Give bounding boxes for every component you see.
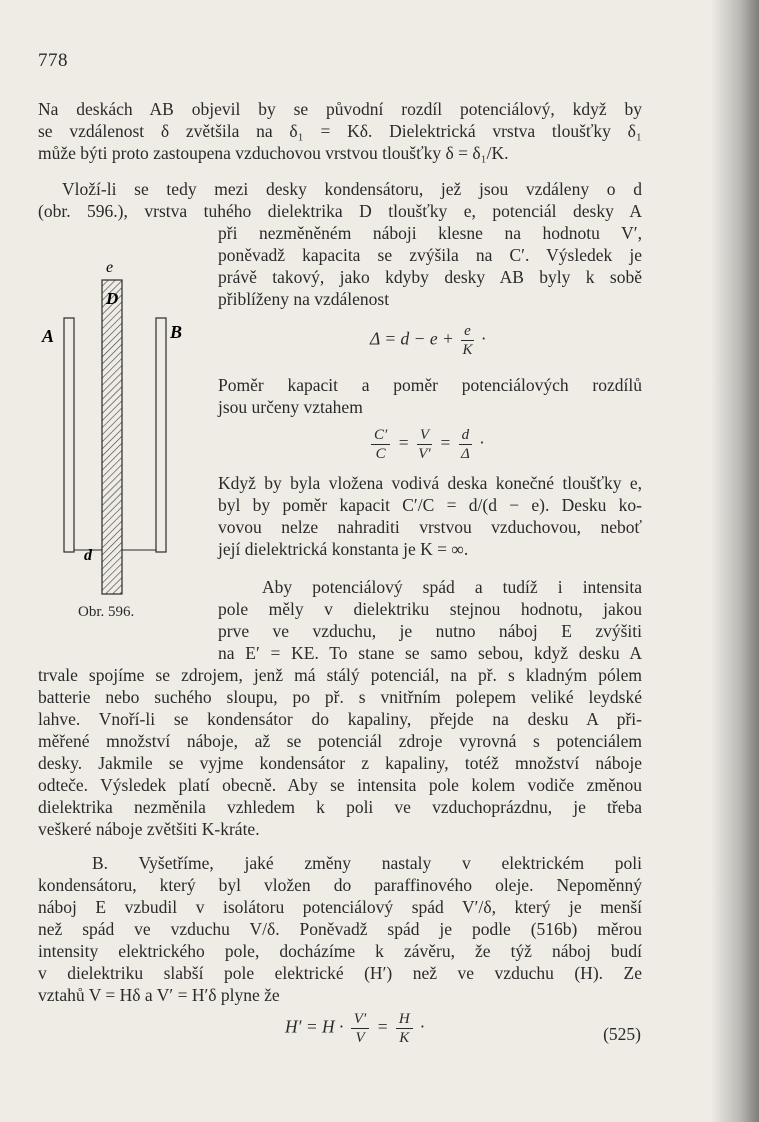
equation-number: (525)	[603, 1024, 641, 1044]
eq-part: ·	[481, 328, 486, 349]
label-D: D	[106, 289, 119, 308]
text-line: Aby potenciálový spád a tudíž i intensita	[262, 577, 642, 597]
text-line: může býti proto zastoupena vzduchovou vrstvou tloušťky δ = δ₁/K.	[38, 143, 509, 163]
numerator: V	[417, 426, 432, 445]
label-A: A	[42, 326, 55, 346]
text-line: na E′ = KE. To stane se samo sebou, když desku A	[218, 643, 642, 663]
text-line: batterie nebo suchého sloupu, po př. s vnitřním polepem veliké leydské	[38, 687, 642, 707]
fraction	[396, 1010, 413, 1047]
text-line: jsou určeny vztahem	[218, 397, 363, 417]
eq-part: =	[397, 432, 410, 453]
numerator: V′	[351, 1010, 369, 1029]
numerator: C′	[371, 426, 390, 445]
text-line: vztahů V = Hδ a V′ = H′δ plyne že	[38, 985, 280, 1005]
plate-b	[156, 318, 166, 552]
label-B: B	[170, 322, 183, 342]
text-line: veškeré náboje zvětšiti K-kráte.	[38, 819, 260, 839]
text-line: desky. Jakmile se vyjme kondensátor z kapaliny, totéž množství náboje	[38, 753, 642, 773]
text-line: byl by poměr kapacit C′/C = d/(d − e). Desku ko-	[218, 495, 642, 515]
denominator: V′	[418, 446, 431, 462]
text-line: při nezměněném náboji klesne na hodnotu V′,	[218, 223, 642, 243]
equation-525	[285, 1010, 424, 1047]
eq-part: ·	[420, 1016, 425, 1037]
denominator: K	[462, 342, 473, 358]
text-line: (obr. 596.), vrstva tuhého dielektrika D tloušťky e, potenciál desky A	[38, 201, 642, 221]
text-line: trvale spojíme se zdrojem, jenž má stálý potenciál, na př. s kladným pólem	[38, 665, 642, 685]
text-line: dielektrika nezměnila vzhledem k poli ve vzduchoprázdnu, je třeba	[38, 797, 642, 817]
text-line: Na deskách AB objevil by se původní rozdíl potenciálový, když by	[38, 99, 642, 119]
numerator: d	[459, 426, 473, 445]
text-line: než spád ve vzduchu V/δ. Poněvadž spád je podle (516b) měrou	[38, 919, 642, 939]
fraction	[461, 322, 474, 359]
text-line: právě takový, jako kdyby desky AB byly k sobě	[218, 267, 642, 287]
equation-ratio	[368, 426, 484, 463]
denominator: C	[375, 446, 386, 462]
text-line: B. Vyšetříme, jaké změny nastaly v elektrickém poli	[92, 853, 642, 873]
text-line: prve ve vzduchu, je nutno náboj E zvýšiti	[218, 621, 642, 641]
page-number: 778	[38, 50, 68, 71]
text-line: v dielektriku slabší pole elektrické (H′) než ve vzduchu (H). Ze	[38, 963, 642, 983]
text-line: poněvadž kapacita se zvýšila na C′. Výsledek je	[218, 245, 642, 265]
text-line: Když by byla vložena vodivá deska konečné tloušťky e,	[218, 473, 642, 493]
label-e: e	[106, 259, 114, 276]
fraction	[459, 426, 473, 463]
figure-596	[38, 258, 213, 618]
text-line: Vloží-li se tedy mezi desky kondensátoru, jež jsou vzdáleny o d	[62, 179, 642, 199]
figure-caption: Obr. 596.	[78, 604, 135, 620]
eq-part: =	[376, 1016, 389, 1037]
label-d: d	[84, 547, 92, 564]
plate-a	[64, 318, 74, 552]
text-line: přiblíženy na vzdálenost	[218, 289, 390, 309]
text-line: vovou nelze nahraditi vrstvou vzduchovou, neboť	[218, 517, 642, 537]
fraction	[351, 1010, 369, 1047]
eq-part: =	[439, 432, 452, 453]
equation-delta	[370, 322, 486, 359]
eq-part: ·	[479, 432, 484, 453]
denominator: K	[399, 1030, 410, 1046]
eq-part: Δ = d − e +	[370, 328, 454, 349]
text-line: náboj E vzbudil v isolátoru potenciálový spád V′/δ, který je menší	[38, 897, 642, 917]
dielectric-d	[102, 280, 122, 594]
text-line: lahve. Vnoří-li se kondensátor do kapaliny, přejde na desku A při-	[38, 709, 642, 729]
text-line: intensity elektrického pole, docházíme k závěru, že týž náboj budí	[38, 941, 642, 961]
page-edge-shadow	[711, 0, 759, 1122]
text-line: měřené množství náboje, až se potenciál zdroje vyrovná s potenciálem	[38, 731, 642, 751]
text-line: její dielektrická konstanta je K = ∞.	[218, 539, 469, 559]
text-line: se vzdálenost δ zvětšila na δ₁ = Kδ. Dielektrická vrstva tloušťky δ₁	[38, 121, 642, 141]
fraction	[417, 426, 432, 463]
denominator: Δ	[460, 446, 470, 462]
text-line: pole měly v dielektriku stejnou hodnotu, jakou	[218, 599, 642, 619]
numerator: H	[396, 1010, 413, 1029]
text-line: odteče. Výsledek platí obecně. Aby se intensita pole kolem vodiče změnou	[38, 775, 642, 795]
denominator: V	[355, 1030, 365, 1046]
text-line: kondensátoru, který byl vložen do paraffinového oleje. Nepoměnný	[38, 875, 642, 895]
numerator: e	[461, 322, 474, 341]
fraction	[371, 426, 390, 463]
text-line: Poměr kapacit a poměr potenciálových rozdílů	[218, 375, 642, 395]
eq-part: H′ = H ·	[285, 1016, 344, 1037]
